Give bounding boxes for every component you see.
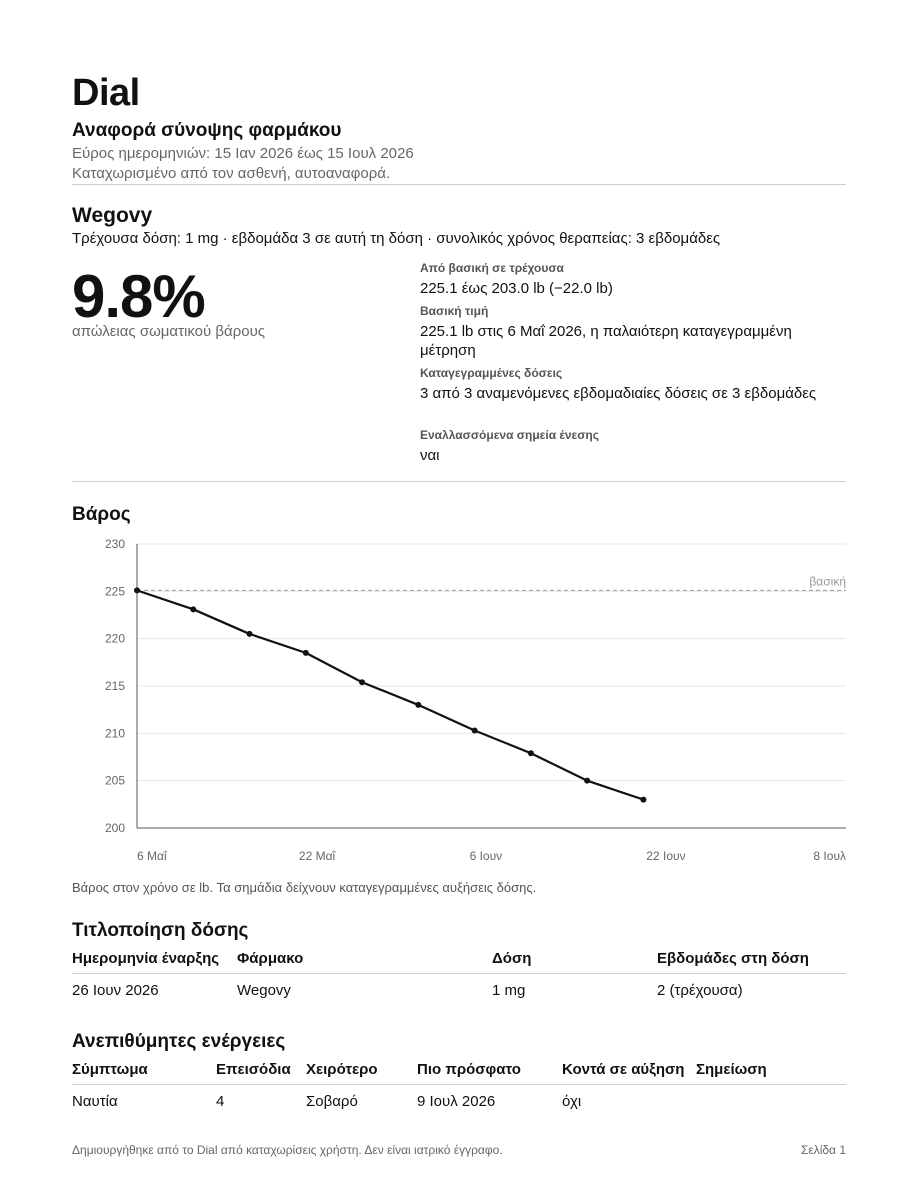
divider bbox=[72, 184, 846, 185]
data-point bbox=[190, 606, 196, 612]
table-cell: Wegovy bbox=[237, 982, 291, 999]
x-tick-label: 22 Ιουν bbox=[646, 849, 686, 863]
column-header: Πιο πρόσφατο bbox=[417, 1061, 562, 1085]
column-header: Ημερομηνία έναρξης bbox=[72, 950, 237, 974]
side-effects-title: Ανεπιθύμητες ενέργειες bbox=[72, 1031, 286, 1052]
footer-note: Δημιουργήθηκε από το Dial από καταχωρίσεις χρήστη. Δεν είναι ιατρικό έγγραφο. bbox=[72, 1143, 503, 1157]
column-header: Χειρότερο bbox=[306, 1061, 417, 1085]
y-tick-label: 230 bbox=[104, 537, 125, 551]
table-row bbox=[72, 974, 846, 1000]
column-header: Κοντά σε αύξηση bbox=[562, 1061, 696, 1085]
titration-table bbox=[72, 950, 846, 999]
table-cell bbox=[696, 1085, 846, 1111]
medication-name: Wegovy bbox=[72, 204, 153, 227]
x-tick-label: 6 Ιουν bbox=[469, 849, 503, 863]
x-tick-label: 22 Μαΐ bbox=[298, 849, 336, 863]
detail-value: 225.1 έως 203.0 lb (−22.0 lb) bbox=[420, 280, 613, 297]
data-point bbox=[247, 631, 253, 637]
detail-label: Εναλλασσόμενα σημεία ένεσης bbox=[420, 428, 599, 442]
detail-injection-sites bbox=[420, 427, 846, 465]
data-point bbox=[359, 679, 365, 685]
table-header-row bbox=[72, 1061, 846, 1085]
y-tick-label: 215 bbox=[104, 679, 125, 693]
column-header: Δόση bbox=[492, 950, 657, 974]
report-title: Αναφορά σύνοψης φαρμάκου bbox=[72, 120, 342, 141]
y-tick-label: 205 bbox=[104, 773, 125, 788]
side-effects-table bbox=[72, 1061, 846, 1110]
weight-chart bbox=[0, 530, 918, 875]
column-header: Επεισόδια bbox=[216, 1061, 306, 1085]
detail-value: 225.1 lb στις 6 Μαΐ 2026, η παλαιότερη καταγεγραμμένη μέτρηση bbox=[420, 323, 792, 359]
data-point bbox=[303, 650, 309, 656]
data-point bbox=[472, 727, 478, 733]
table-cell: 4 bbox=[216, 1093, 225, 1110]
table-cell: 1 mg bbox=[492, 982, 526, 999]
date-range: Εύρος ημερομηνιών: 15 Ιαν 2026 έως 15 Ιουλ 2026 bbox=[72, 145, 414, 162]
detail-label: Βασική τιμή bbox=[420, 304, 489, 318]
detail-value: ναι bbox=[420, 447, 440, 464]
chart-caption: Βάρος στον χρόνο σε lb. Τα σημάδια δείχνουν καταγεγραμμένες αυξήσεις δόσης. bbox=[72, 880, 537, 895]
detail-baseline bbox=[420, 303, 846, 360]
data-point bbox=[528, 750, 534, 756]
table-cell: Ναυτία bbox=[72, 1093, 118, 1110]
table-cell: 2 (τρέχουσα) bbox=[657, 982, 743, 999]
weight-series-line bbox=[137, 590, 643, 799]
y-tick-label: 220 bbox=[104, 631, 125, 646]
weight-loss-caption: απώλειας σωματικού βάρους bbox=[72, 323, 266, 340]
app-title: Dial bbox=[72, 72, 140, 114]
x-tick-label: 6 Μαΐ bbox=[137, 849, 167, 863]
table-header-row bbox=[72, 950, 846, 974]
table-cell: 9 Ιουλ 2026 bbox=[417, 1093, 496, 1110]
detail-baseline-to-current bbox=[420, 260, 846, 298]
table-cell: Σοβαρό bbox=[306, 1093, 358, 1110]
weight-section-title: Βάρος bbox=[72, 504, 131, 525]
data-point bbox=[415, 702, 421, 708]
data-point bbox=[640, 797, 646, 803]
page-number: Σελίδα 1 bbox=[800, 1143, 846, 1157]
detail-value: 3 από 3 αναμενόμενες εβδομαδιαίες δόσεις σε 3 εβδομάδες bbox=[420, 385, 817, 402]
column-header: Εβδομάδες στη δόση bbox=[657, 950, 846, 974]
detail-label: Από βασική σε τρέχουσα bbox=[420, 261, 564, 275]
x-tick-label: 8 Ιουλ bbox=[813, 849, 846, 863]
table-row bbox=[72, 1085, 846, 1111]
y-tick-label: 200 bbox=[104, 821, 125, 835]
data-point bbox=[584, 778, 590, 784]
divider bbox=[72, 481, 846, 482]
y-tick-label: 225 bbox=[104, 584, 125, 599]
table-cell: όχι bbox=[562, 1093, 582, 1110]
source-note: Καταχωρισμένο από τον ασθενή, αυτοαναφορά. bbox=[72, 165, 391, 182]
column-header: Σημείωση bbox=[696, 1061, 846, 1085]
titration-title: Τιτλοποίηση δόσης bbox=[72, 920, 249, 941]
column-header: Σύμπτωμα bbox=[72, 1061, 216, 1085]
data-point bbox=[134, 587, 140, 593]
detail-doses-logged bbox=[420, 365, 846, 403]
baseline-label: βασική bbox=[809, 574, 846, 589]
y-tick-label: 210 bbox=[104, 726, 125, 741]
table-cell: 26 Ιουν 2026 bbox=[72, 982, 159, 999]
weight-loss-percent: 9.8% bbox=[72, 263, 205, 330]
medication-summary: Τρέχουσα δόση: 1 mg · εβδομάδα 3 σε αυτή τη δόση · συνολικός χρόνος θεραπείας: 3 εβδομάδες bbox=[72, 230, 721, 247]
detail-label: Καταγεγραμμένες δόσεις bbox=[420, 366, 563, 380]
column-header: Φάρμακο bbox=[237, 950, 492, 974]
